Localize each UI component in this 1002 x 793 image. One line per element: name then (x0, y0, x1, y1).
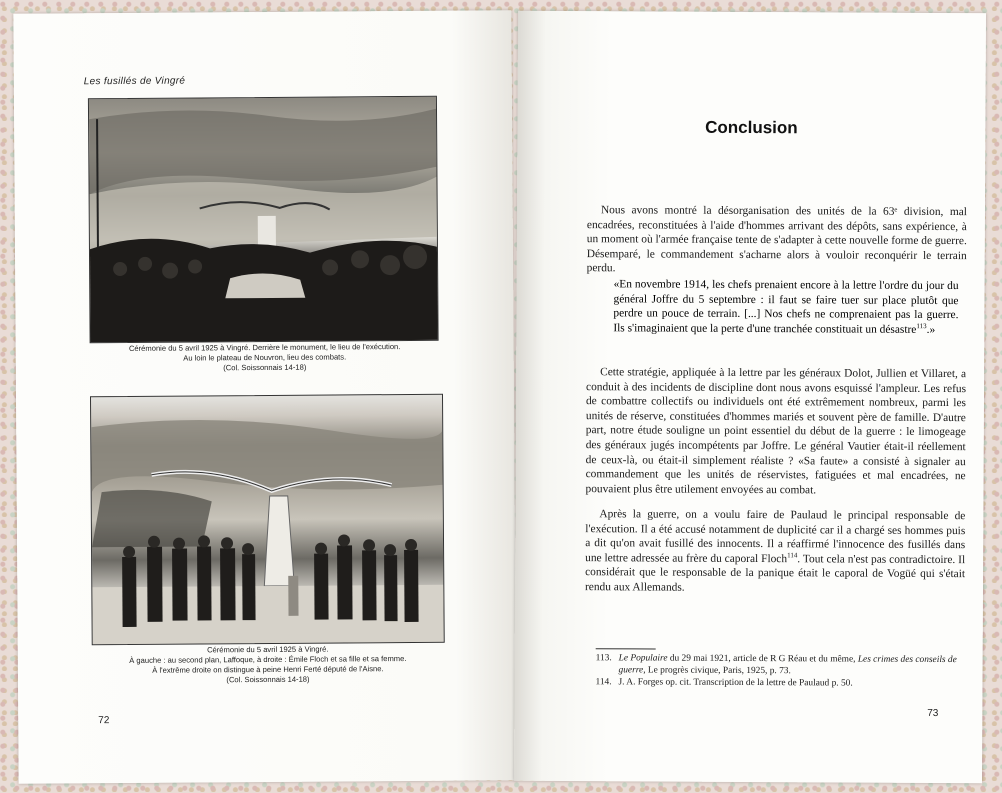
footnote-number: 113. (595, 653, 612, 664)
photo-caption-2 (92, 644, 444, 686)
page-number-right: 73 (927, 707, 939, 719)
caption-2-line-3: À l'extrême droite on distingue à peine Henri Ferté député de l'Aisne. (152, 664, 384, 675)
footnote-italic: Le Populaire (618, 653, 668, 664)
caption-1-line-2: Au loin le plateau de Nouvron, lieu des combats. (183, 352, 347, 363)
quote-end: .» (926, 323, 936, 336)
photo-ceremony-group (90, 394, 445, 645)
footnote-number: 114. (595, 677, 612, 688)
footnote-italic: Les crimes des conseils de guerre (618, 654, 957, 676)
left-page (13, 10, 516, 783)
caption-1-line-3: (Col. Soissonnais 14-18) (223, 362, 307, 373)
paragraph-3-part-b: . Tout cela n'est pas contradictoire. Il considérait que le responsable de la panique était le caporal de Vogüé qui s'était rendu aux Allemands. (584, 553, 966, 594)
photo-ceremony-group-image (91, 395, 444, 644)
paragraph-3-part-a: Après la guerre, on a voulu faire de Paulaud le principal responsable de l'exécution. Il a été accusé notamment de duplicité car il a chargé ses hommes puis a dit qu'on avait fusillé des innocents. Il a réaffirmé l'innocence des fusillés dans une lettre adressée au frère du caporal Floch (585, 508, 966, 565)
page-number-left: 72 (98, 715, 110, 727)
caption-2-line-4: (Col. Soissonnais 14-18) (226, 674, 310, 685)
open-book (16, 12, 984, 782)
footnotes (595, 652, 960, 691)
chapter-title: Conclusion (705, 117, 798, 138)
footnote-114 (595, 677, 960, 691)
quote-text: «En novembre 1914, les chefs prenaient encore à la lettre l'ordre du jour du général Joffre du 5 septembre : il faut se faire tuer sur place plutôt que perdre un pouce de terrain. [...] Nos chefs ne comprenaient pas la guerre. Ils s'imaginaient que la perte d'une tranchée constituait un désastre (613, 278, 959, 336)
footnote-113 (596, 652, 961, 678)
footnote-rule (596, 648, 656, 649)
footnote-text: J. A. Forges op. cit. Transcription de la lettre de Paulaud p. 50. (618, 677, 853, 689)
photo-ceremony-crowd-image (89, 97, 438, 342)
footnote-text: du 29 mai 1921, article de R G Réau et du même, (667, 653, 858, 665)
running-head: Les fusillés de Vingré (83, 75, 186, 88)
caption-2-line-1: Cérémonie du 5 avril 1925 à Vingré. (207, 644, 329, 655)
caption-1-line-1: Cérémonie du 5 avril 1925 à Vingré. Derrière le monument, le lieu de l'exécution. (128, 342, 401, 353)
paragraph-1: Nous avons montré la désorganisation des unités de la 63ᵉ division, mal encadrées, reconstituées à l'aide d'hommes arrivant des dépôts, sans expérience, à un moment où l'armée française tente de s'adapter à cette nouvelle forme de guerre. Désemparé, le commandement s'acharne alors à vouloir reconquérir le terrain perdu. (586, 204, 968, 275)
footnote-text: , Le progrès civique, Paris, 1925, p. 73. (643, 665, 791, 677)
photo-ceremony-crowd (88, 96, 439, 343)
paragraph-2: Cette stratégie, appliquée à la lettre par les généraux Dolot, Jullien et Villaret, a conduit à des incidents de discipline dont nous avons esquissé l'ampleur. Les refus de combattre collectifs ou individuels ont été extrêmement nombreux, parmi les unités de réserve, constituées d'hommes mariés et souvent père de famille. D'autre part, notre étude souligne un point essentiel du début de la guerre : le limogeage des généraux jugés incompétents par Joffre. Le général Vautier était-il réellement de ceux-là, ou était-il simplement réaliste ? «Sa faute» a consisté à signaler au commandement que les unités de réservistes, fatiguées et mal encadrées, ne pouvaient plus être utilement envoyées au combat. (585, 366, 967, 497)
footnote-ref-113: 113 (916, 321, 927, 330)
right-page (514, 11, 986, 783)
footnote-ref-114: 114 (787, 551, 798, 560)
block-quote (613, 277, 958, 337)
caption-2-line-2: À gauche : au second plan, Laffoque, à droite : Émile Floch et sa fille et sa femme. (129, 654, 407, 665)
photo-caption-1 (90, 342, 440, 374)
paragraph-3 (585, 507, 965, 597)
